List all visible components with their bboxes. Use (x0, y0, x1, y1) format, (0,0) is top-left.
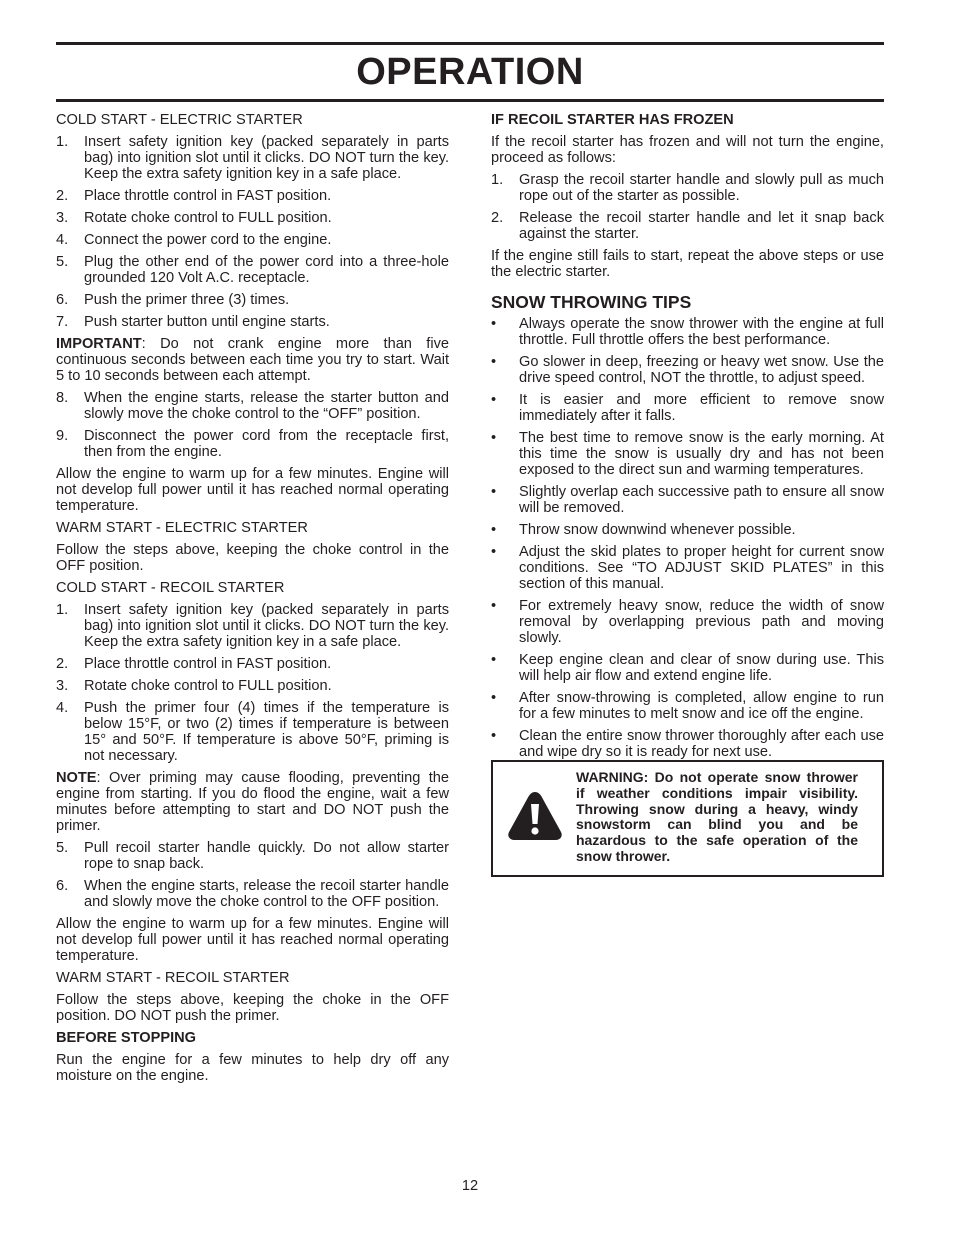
recoil-frozen-intro: If the recoil starter has frozen and will not turn the engine, proceed as follows: (491, 134, 884, 166)
warm-up-paragraph: Allow the engine to warm up for a few minutes. Engine will not develop full power until it has reached normal operating temperature. (56, 466, 449, 514)
warning-triangle-icon (507, 790, 563, 842)
warning-box (491, 760, 884, 877)
list-item: 6. When the engine starts, release the recoil starter handle and slowly move the choke control to the OFF position. (56, 878, 449, 910)
recoil-frozen-outro: If the engine still fails to start, repeat the above steps or use the electric starter. (491, 248, 884, 280)
list-item: 7. Push starter button until engine starts. (56, 314, 330, 330)
list-item: 2. Place throttle control in FAST position. (56, 656, 332, 672)
list-item: • Keep engine clean and clear of snow during use. This will help air flow and extend engine life. (491, 652, 884, 684)
list-item: 1. Insert safety ignition key (packed separately in parts bag) into ignition slot until it clicks. DO NOT turn the key. Keep the extra safety ignition key in a safe place. (56, 602, 449, 650)
cold-start-electric-steps (56, 134, 449, 330)
bullet-icon: • (491, 430, 497, 446)
cold-start-electric-heading: COLD START - ELECTRIC STARTER (56, 112, 303, 128)
before-stopping-text: Run the engine for a few minutes to help dry off any moisture on the engine. (56, 1052, 449, 1084)
list-item: • Clean the entire snow thrower thoroughly after each use and wipe dry so it is ready for next use. (491, 728, 884, 760)
list-item: • Go slower in deep, freezing or heavy wet snow. Use the drive speed control, NOT the throttle, to adjust speed. (491, 354, 884, 386)
list-item: • Adjust the skid plates to proper height for current snow conditions. See “TO ADJUST SKID PLATES” in this section of this manual. (491, 544, 884, 592)
snow-throwing-tips-list (491, 316, 884, 760)
bullet-icon: • (491, 652, 497, 668)
list-item: 3. Rotate choke control to FULL position. (56, 678, 332, 694)
cold-start-electric-steps-continued (56, 390, 449, 460)
before-stopping-heading: BEFORE STOPPING (56, 1030, 197, 1046)
header-rule-bottom (56, 99, 884, 102)
list-item: • For extremely heavy snow, reduce the width of snow removal by overlapping previous path and moving slowly. (491, 598, 884, 646)
header-rule-top (56, 42, 884, 45)
list-item: • Always operate the snow thrower with the engine at full throttle. Full throttle offers the best performance. (491, 316, 884, 348)
bullet-icon: • (491, 354, 497, 370)
list-item: • It is easier and more efficient to remove snow immediately after it falls. (491, 392, 884, 424)
list-item: 5. Plug the other end of the power cord into a three-hole grounded 120 Volt A.C. receptacle. (56, 254, 449, 286)
page-number: 12 (461, 1178, 479, 1194)
warm-start-recoil-text: Follow the steps above, keeping the choke in the OFF position. DO NOT push the primer. (56, 992, 449, 1024)
bullet-icon: • (491, 316, 497, 332)
list-item: 2. Release the recoil starter handle and let it snap back against the starter. (491, 210, 884, 242)
list-item: 3. Rotate choke control to FULL position. (56, 210, 332, 226)
list-item: • Slightly overlap each successive path to ensure all snow will be removed. (491, 484, 884, 516)
important-label: IMPORTANT (56, 336, 142, 352)
cold-start-recoil-steps (56, 602, 449, 764)
bullet-icon: • (491, 484, 497, 500)
list-item: 4. Connect the power cord to the engine. (56, 232, 332, 248)
warm-start-recoil-heading: WARM START - RECOIL STARTER (56, 970, 290, 986)
bullet-icon: • (491, 522, 497, 538)
list-item: 2. Place throttle control in FAST position. (56, 188, 332, 204)
note-label: NOTE (56, 770, 97, 786)
warning-text: WARNING: Do not operate snow thrower if weather conditions impair visibility. Throwing snow during a heavy, windy snowstorm can blind you and be hazardous to the safe operation of the snow thrower. (576, 769, 858, 864)
warm-up-paragraph-2: Allow the engine to warm up for a few minutes. Engine will not develop full power until it has reached normal operating temperature. (56, 916, 449, 964)
bullet-icon: • (491, 728, 497, 744)
bullet-icon: • (491, 392, 497, 408)
list-item: • After snow-throwing is completed, allow engine to run for a few minutes to melt snow and ice off the engine. (491, 690, 884, 722)
note-paragraph: NOTE: Over priming may cause flooding, preventing the engine from starting. If you do flood the engine, wait a few minutes before attempting to start and DO NOT push the primer. (56, 770, 449, 834)
list-item: 6. Push the primer three (3) times. (56, 292, 290, 308)
warm-start-electric-text: Follow the steps above, keeping the choke control in the OFF position. (56, 542, 449, 574)
warm-start-electric-heading: WARM START - ELECTRIC STARTER (56, 520, 308, 536)
bullet-icon: • (491, 690, 497, 706)
page-title: OPERATION (356, 51, 584, 93)
list-item: • Throw snow downwind whenever possible. (491, 522, 796, 538)
list-item: 1. Grasp the recoil starter handle and slowly pull as much rope out of the starter as possible. (491, 172, 884, 204)
important-note: IMPORTANT: Do not crank engine more than five continuous seconds between each time you try to start. Wait 5 to 10 seconds between each attempt. (56, 336, 449, 384)
cold-start-recoil-heading: COLD START - RECOIL STARTER (56, 580, 285, 596)
list-item: 4. Push the primer four (4) times if the temperature is below 15°F, or two (2) times if temperature is between 15° and 50°F. If temperature is above 50°F, priming is not necessary. (56, 700, 449, 764)
list-item: 5. Pull recoil starter handle quickly. Do not allow starter rope to snap back. (56, 840, 449, 872)
list-item: 9. Disconnect the power cord from the receptacle first, then from the engine. (56, 428, 449, 460)
right-column (491, 112, 884, 766)
cold-start-recoil-steps-continued (56, 840, 449, 910)
recoil-frozen-heading: IF RECOIL STARTER HAS FROZEN (491, 112, 734, 128)
snow-throwing-tips-heading: SNOW THROWING TIPS (491, 292, 692, 312)
recoil-frozen-steps (491, 172, 884, 242)
bullet-icon: • (491, 598, 497, 614)
list-item: 1. Insert safety ignition key (packed separately in parts bag) into ignition slot until it clicks. DO NOT turn the key. Keep the extra safety ignition key in a safe place. (56, 134, 449, 182)
list-item: 8. When the engine starts, release the starter button and slowly move the choke control to the “OFF” position. (56, 390, 449, 422)
bullet-icon: • (491, 544, 497, 560)
left-column (56, 112, 449, 1090)
list-item: • The best time to remove snow is the early morning. At this time the snow is usually dry and has not been exposed to the direct sun and warming temperatures. (491, 430, 884, 478)
